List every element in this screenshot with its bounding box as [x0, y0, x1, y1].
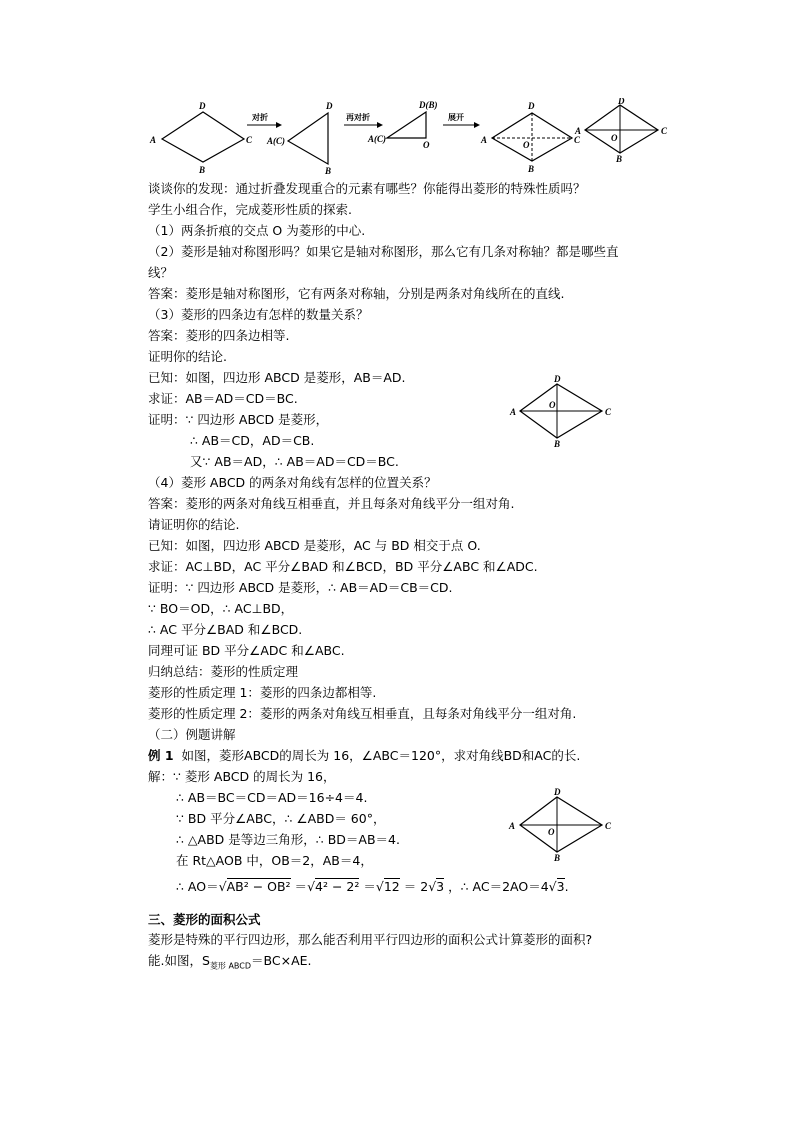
step1-label-c: C: [246, 135, 253, 145]
fig2-label-d: D: [554, 374, 561, 384]
text-line-36: [148, 952, 312, 976]
math-eq-1: ＝: [294, 879, 308, 894]
radicand-1: AB² − OB²: [226, 879, 291, 894]
text-line-23: 同理可证 BD 平分∠ADC 和∠ABC.: [148, 643, 345, 658]
text-line-19: 求证：AC⊥BD，AC 平分∠BAD 和∠BCD，BD 平分∠ABC 和∠ADC.: [148, 559, 538, 574]
math-eq-2: ＝: [363, 879, 376, 894]
sqrt-sign-4: √: [428, 879, 437, 894]
text-line-29: 解：∵ 菱形 ABCD 的周长为 16，: [148, 769, 336, 784]
fold-step5: [574, 98, 668, 164]
text-line-6: 答案：菱形是轴对称图形，它有两条对称轴，分别是两条对角线所在的直线.: [148, 286, 565, 301]
fig2-label-a: A: [510, 407, 517, 417]
arrow1-label: 对折: [252, 113, 268, 122]
text-line-2: 学生小组合作，完成菱形性质的探索.: [148, 202, 352, 217]
area-formula: ＝BC×AE.: [251, 953, 312, 968]
step3-label-db: D(B): [419, 100, 438, 110]
text-line-20: 证明：∵ 四边形 ABCD 是菱形，∴ AB＝AD＝CB＝CD.: [148, 580, 453, 595]
math-line: [176, 878, 569, 896]
fig3-label-o: O: [548, 827, 555, 837]
text-line-24: 归纳总结：菱形的性质定理: [148, 664, 299, 679]
step5-label-o: O: [611, 133, 618, 143]
text-line-1: 谈谈你的发现：通过折叠发现重合的元素有哪些？你能得出菱形的特殊性质吗？: [148, 181, 586, 196]
step4-label-o: O: [523, 140, 530, 150]
step2-label-d: D: [326, 101, 333, 111]
rhombus-figure-2: [505, 372, 617, 448]
step5-label-d: D: [618, 98, 625, 106]
step1-label-d: D: [199, 101, 206, 111]
area-subscript: 菱形 ABCD: [209, 961, 252, 971]
text-line-13: ∴ AB＝CD，AD＝CB.: [190, 433, 315, 448]
fig3-label-b: B: [554, 853, 561, 861]
step1-label-b: B: [199, 165, 206, 175]
text-line-15: （4）菱形 ABCD 的两条对角线有怎样的位置关系？: [148, 475, 437, 490]
fig2-label-c: C: [605, 407, 612, 417]
step4-label-b: B: [528, 164, 535, 174]
text-line-30: ∴ AB＝BC＝CD＝AD＝16÷4＝4.: [176, 790, 368, 805]
text-line-26: 菱形的性质定理 2：菱形的两条对角线互相垂直，且每条对角线平分一组对角.: [148, 706, 577, 721]
text-line-21: ∵ BO＝OD，∴ AC⊥BD，: [148, 601, 294, 616]
text-line-11: 求证：AB＝AD＝CD＝BC.: [148, 391, 298, 406]
step4-label-d: D: [528, 101, 535, 111]
fold-arrow-2: [344, 112, 383, 128]
step5-label-b: B: [616, 154, 623, 164]
fold-step2: [266, 101, 333, 176]
text-line-31: ∵ BD 平分∠ABC，∴ ∠ABD＝ 60°，: [176, 811, 386, 826]
text-line-27: （二）例题讲解: [148, 727, 236, 742]
text-line-22: ∴ AC 平分∠BAD 和∠BCD.: [148, 622, 303, 637]
fig2-label-o: O: [549, 400, 556, 410]
radicand-3: 12: [383, 879, 400, 894]
step5-label-c: C: [661, 126, 668, 136]
fig3-label-d: D: [554, 787, 561, 797]
text-line-5: 线？: [148, 265, 174, 280]
text-line-25: 菱形的性质定理 1：菱形的四条边都相等.: [148, 685, 377, 700]
text-line-8: 答案：菱形的四条边相等.: [148, 328, 290, 343]
text-line-9: 证明你的结论.: [148, 349, 227, 364]
example-text: 如图，菱形ABCD的周长为 16，∠ABC＝120°，求对角线BD和AC的长.: [181, 748, 581, 763]
fold-step4: [480, 101, 581, 174]
text-line-32: ∴ △ABD 是等边三角形，∴ BD＝AB＝4.: [176, 832, 400, 847]
text-line-7: （3）菱形的四条边有怎样的数量关系？: [148, 307, 369, 322]
fig3-label-c: C: [605, 821, 612, 831]
text-line-17: 请证明你的结论.: [148, 517, 240, 532]
text-line-12: 证明：∵ 四边形 ABCD 是菱形，: [148, 412, 329, 427]
math-end: .: [564, 879, 569, 894]
arrow3-label: 展开: [448, 113, 464, 122]
text-line-10: 已知：如图，四边形 ABCD 是菱形，AB＝AD.: [148, 370, 406, 385]
fold-arrow-3: [443, 112, 480, 128]
fold-step1: [149, 101, 253, 175]
text-line-4: （2）菱形是轴对称图形吗？如果它是轴对称图形，那么它有几条对称轴？都是哪些直: [148, 244, 619, 259]
step5-label-a: A: [575, 126, 582, 136]
text-line-35: 菱形是特殊的平行四边形，那么能否利用平行四边形的面积公式计算菱形的面积?: [148, 932, 593, 947]
step3-label-ac: A(C): [368, 134, 386, 144]
step4-label-c: C: [574, 135, 581, 145]
step3-label-o: O: [423, 140, 430, 150]
text-line-33: 在 Rt△AOB 中，OB＝2，AB＝4，: [176, 853, 373, 868]
step2-label-ac: A(C): [267, 136, 285, 146]
fold-sequence-figure: [140, 98, 680, 178]
sqrt-sign-2: √: [307, 879, 316, 894]
step4-label-a: A: [481, 135, 488, 145]
math-eq-3: ＝ 2: [403, 879, 429, 894]
sqrt-sign-1: √: [218, 879, 227, 894]
text-line-16: 答案：菱形的两条对角线互相垂直，并且每条对角线平分一组对角.: [148, 496, 515, 511]
step1-label-a: A: [150, 135, 157, 145]
example-label: 例 1: [148, 748, 174, 763]
text-line-18: 已知：如图，四边形 ABCD 是菱形，AC 与 BD 相交于点 O.: [148, 538, 481, 553]
fold-arrow-1: [247, 112, 282, 128]
radicand-5: 3: [556, 879, 565, 894]
text-line-28: [148, 747, 580, 765]
rhombus-figure-3: [505, 785, 617, 861]
text-line-14: 又∵ AB＝AD，∴ AB＝AD＝CD＝BC.: [190, 454, 399, 469]
sqrt-sign-3: √: [375, 879, 384, 894]
radicand-2: 4² − 2²: [315, 879, 360, 894]
math-tail: ，∴ AC＝2AO＝4: [448, 879, 549, 894]
area-prefix: 能.如图，S: [148, 953, 210, 968]
arrow2-label: 再对折: [346, 113, 370, 122]
radicand-4: 3: [436, 879, 445, 894]
section-heading: 三、菱形的面积公式: [148, 912, 261, 927]
text-line-3: （1）两条折痕的交点 O 为菱形的中心.: [148, 223, 366, 238]
sqrt-sign-5: √: [548, 879, 557, 894]
fig3-label-a: A: [509, 821, 516, 831]
step2-label-b: B: [325, 166, 332, 176]
math-ao-prefix: ∴ AO＝: [176, 879, 219, 894]
fig2-label-b: B: [554, 439, 561, 448]
